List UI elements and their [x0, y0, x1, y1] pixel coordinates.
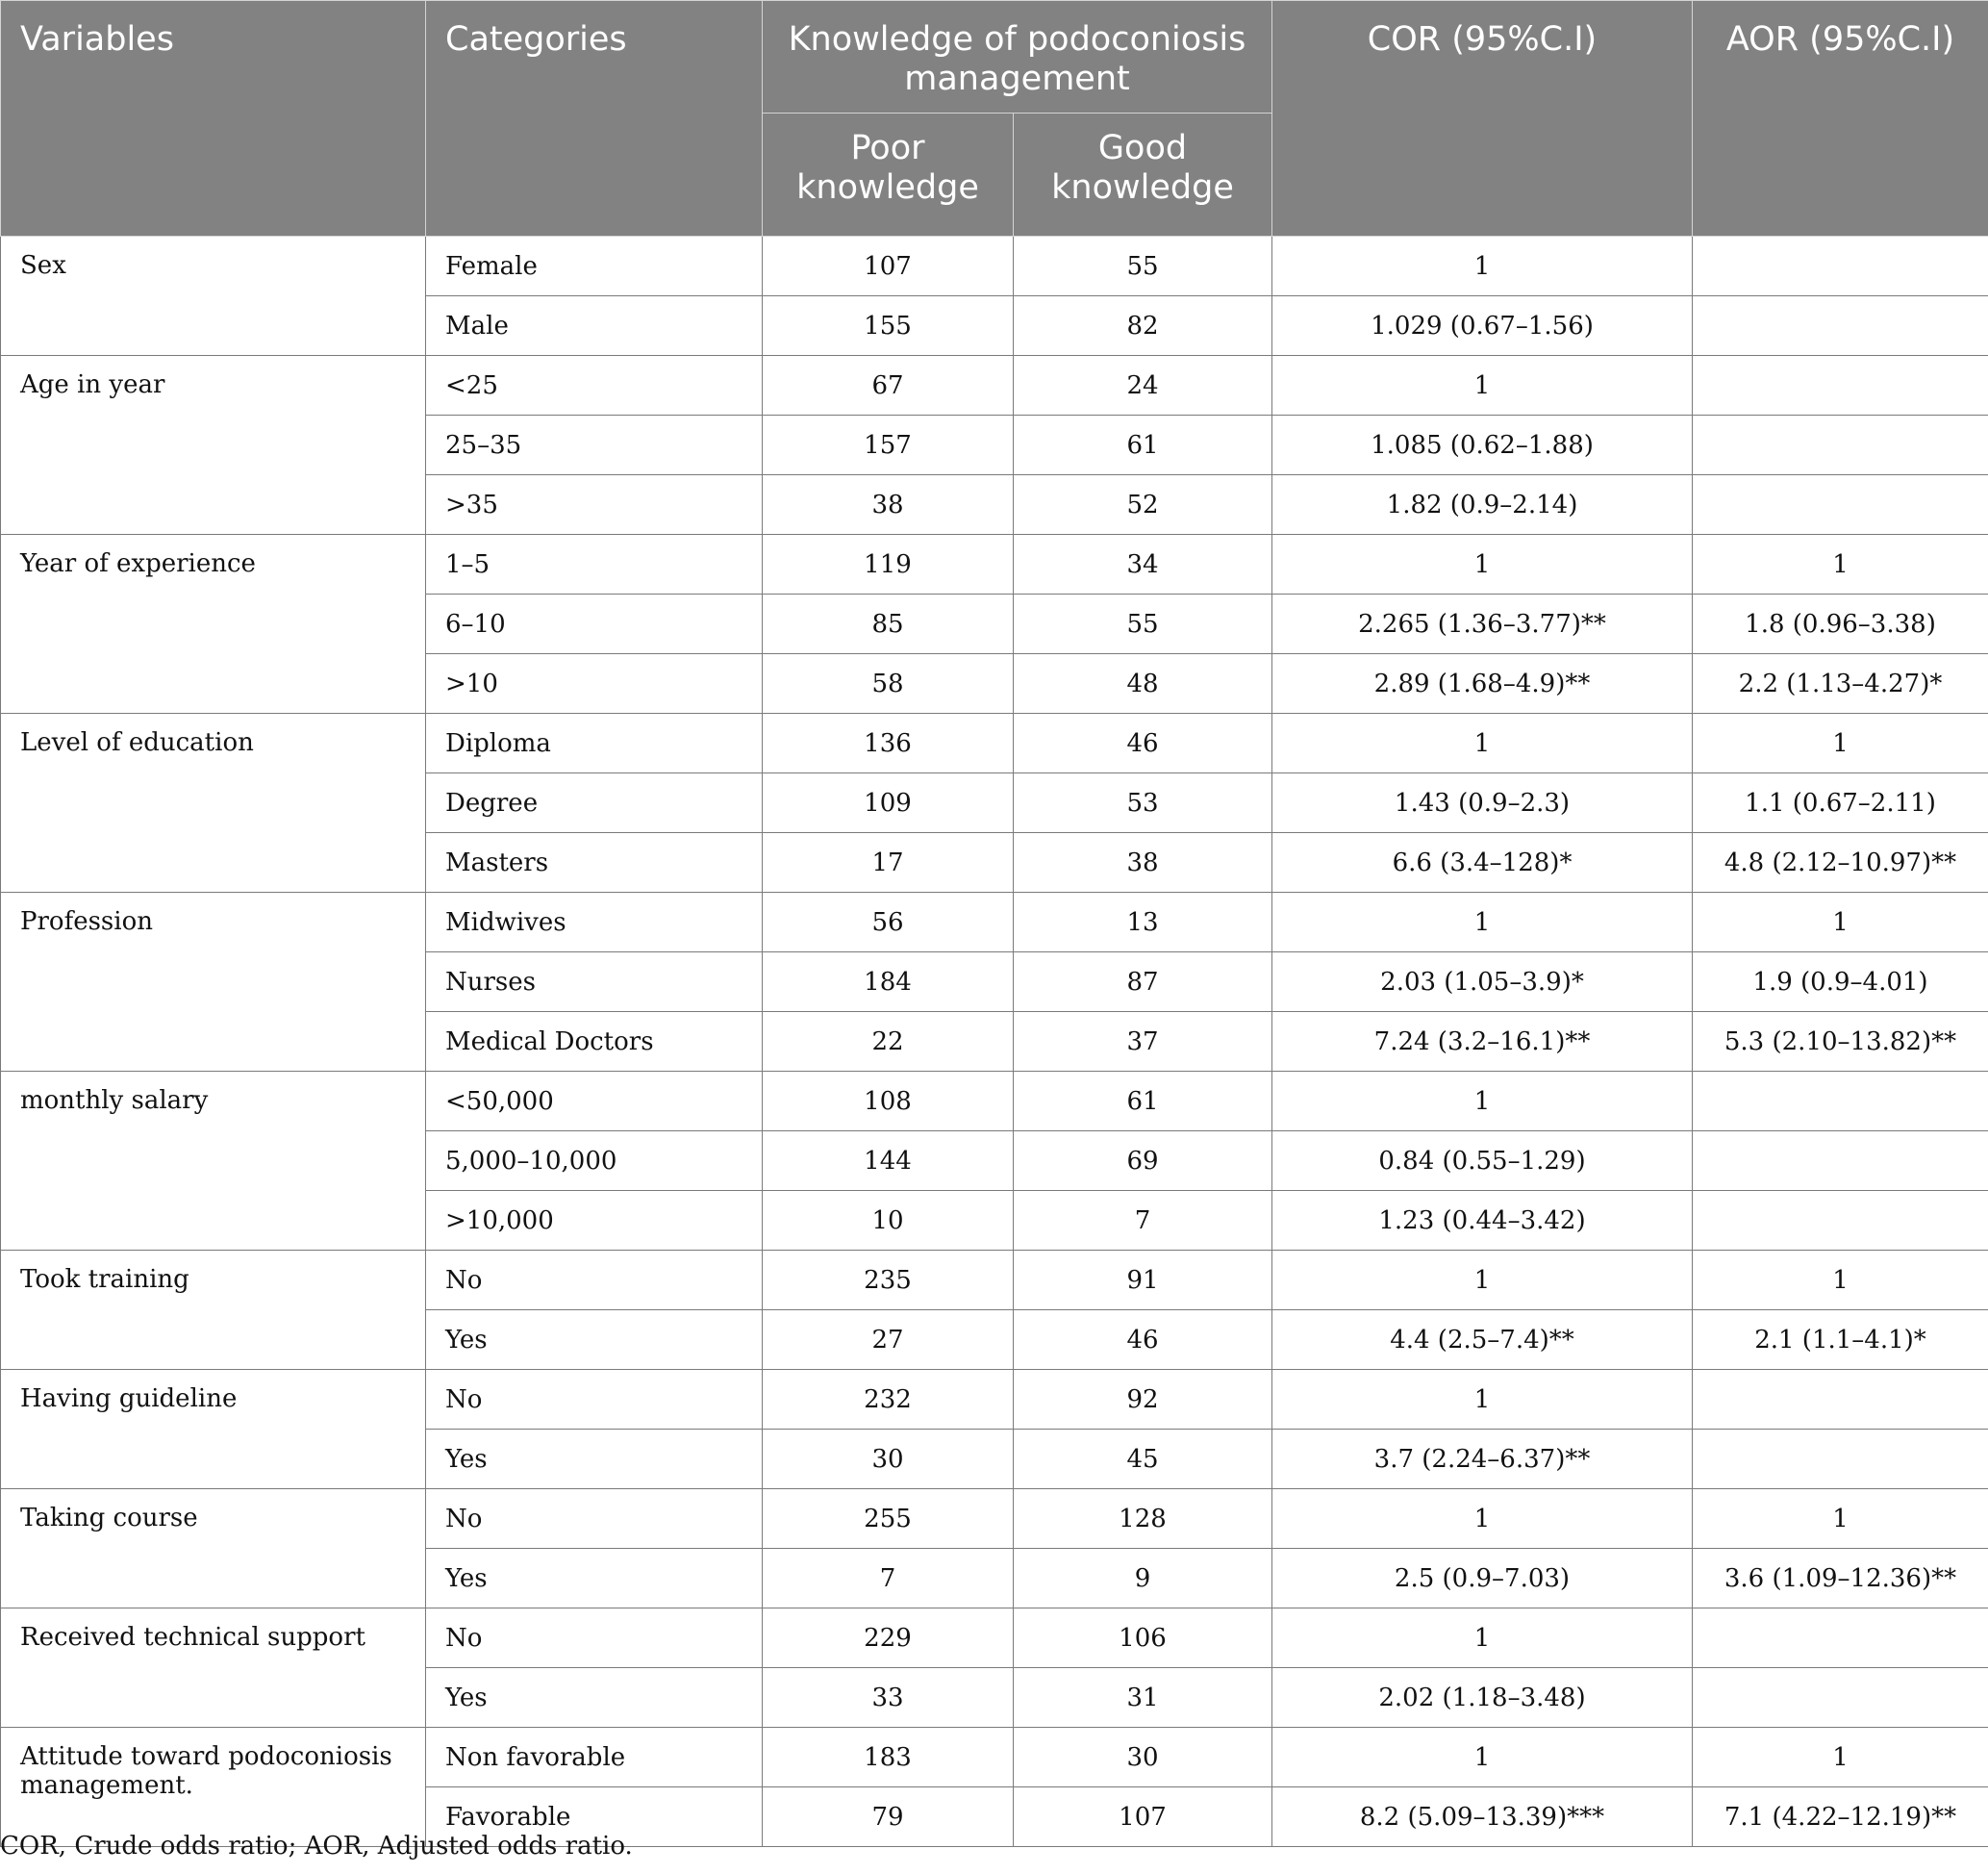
good-knowledge-cell: 45 [1014, 1430, 1272, 1489]
variable-cell: Year of experience [1, 535, 426, 714]
category-cell: Female [426, 237, 763, 296]
good-knowledge-cell: 13 [1014, 893, 1272, 952]
cor-cell: 1.23 (0.44–3.42) [1272, 1191, 1693, 1251]
good-knowledge-cell: 38 [1014, 833, 1272, 893]
variable-cell: Attitude toward podoconiosis management. [1, 1728, 426, 1847]
good-knowledge-cell: 61 [1014, 416, 1272, 475]
cor-cell: 1 [1272, 1489, 1693, 1549]
table-row [1, 237, 1988, 296]
poor-knowledge-cell: 38 [763, 475, 1014, 535]
category-cell: 25–35 [426, 416, 763, 475]
good-knowledge-cell: 9 [1014, 1549, 1272, 1608]
aor-cell [1693, 237, 1988, 296]
aor-cell [1693, 1608, 1988, 1668]
category-cell: Favorable [426, 1787, 763, 1847]
poor-knowledge-cell: 27 [763, 1310, 1014, 1370]
aor-cell: 1 [1693, 1489, 1988, 1549]
poor-knowledge-cell: 184 [763, 952, 1014, 1012]
aor-cell: 1.8 (0.96–3.38) [1693, 595, 1988, 654]
aor-cell: 1 [1693, 535, 1988, 595]
category-cell: No [426, 1251, 763, 1310]
aor-cell [1693, 475, 1988, 535]
aor-cell [1693, 1668, 1988, 1728]
table-row [1, 535, 1988, 595]
aor-cell [1693, 1191, 1988, 1251]
poor-knowledge-cell: 136 [763, 714, 1014, 773]
category-cell: Yes [426, 1430, 763, 1489]
variable-cell: Taking course [1, 1489, 426, 1608]
good-knowledge-cell: 107 [1014, 1787, 1272, 1847]
cor-cell: 2.5 (0.9–7.03) [1272, 1549, 1693, 1608]
aor-cell [1693, 1370, 1988, 1430]
aor-cell: 1 [1693, 714, 1988, 773]
header-aor: AOR (95%C.I) [1693, 1, 1988, 237]
good-knowledge-cell: 30 [1014, 1728, 1272, 1787]
poor-knowledge-cell: 30 [763, 1430, 1014, 1489]
category-cell: >35 [426, 475, 763, 535]
good-knowledge-cell: 7 [1014, 1191, 1272, 1251]
cor-cell: 7.24 (3.2–16.1)** [1272, 1012, 1693, 1072]
category-cell: No [426, 1489, 763, 1549]
cor-cell: 0.84 (0.55–1.29) [1272, 1131, 1693, 1191]
cor-cell: 1 [1272, 1608, 1693, 1668]
good-knowledge-cell: 24 [1014, 356, 1272, 416]
aor-cell [1693, 356, 1988, 416]
category-cell: Diploma [426, 714, 763, 773]
table-row [1, 1072, 1988, 1131]
category-cell: No [426, 1370, 763, 1430]
category-cell: <25 [426, 356, 763, 416]
good-knowledge-cell: 46 [1014, 714, 1272, 773]
poor-knowledge-cell: 235 [763, 1251, 1014, 1310]
good-knowledge-cell: 106 [1014, 1608, 1272, 1668]
good-knowledge-cell: 55 [1014, 237, 1272, 296]
cor-cell: 4.4 (2.5–7.4)** [1272, 1310, 1693, 1370]
category-cell: 1–5 [426, 535, 763, 595]
poor-knowledge-cell: 229 [763, 1608, 1014, 1668]
poor-knowledge-cell: 157 [763, 416, 1014, 475]
cor-cell: 2.03 (1.05–3.9)* [1272, 952, 1693, 1012]
header-variables: Variables [1, 1, 426, 237]
cor-cell: 1.029 (0.67–1.56) [1272, 296, 1693, 356]
category-cell: >10 [426, 654, 763, 714]
poor-knowledge-cell: 33 [763, 1668, 1014, 1728]
poor-knowledge-cell: 67 [763, 356, 1014, 416]
cor-cell: 2.265 (1.36–3.77)** [1272, 595, 1693, 654]
header-cor: COR (95%C.I) [1272, 1, 1693, 237]
category-cell: Nurses [426, 952, 763, 1012]
cor-cell: 3.7 (2.24–6.37)** [1272, 1430, 1693, 1489]
poor-knowledge-cell: 155 [763, 296, 1014, 356]
category-cell: 6–10 [426, 595, 763, 654]
category-cell: 5,000–10,000 [426, 1131, 763, 1191]
category-cell: <50,000 [426, 1072, 763, 1131]
aor-cell: 1 [1693, 1728, 1988, 1787]
aor-cell [1693, 416, 1988, 475]
category-cell: >10,000 [426, 1191, 763, 1251]
poor-knowledge-cell: 79 [763, 1787, 1014, 1847]
variable-cell: Age in year [1, 356, 426, 535]
cor-cell: 1 [1272, 714, 1693, 773]
category-cell: Yes [426, 1668, 763, 1728]
variable-cell: Received technical support [1, 1608, 426, 1728]
table-row [1, 1489, 1988, 1549]
table-row [1, 356, 1988, 416]
good-knowledge-cell: 55 [1014, 595, 1272, 654]
aor-cell: 1.1 (0.67–2.11) [1693, 773, 1988, 833]
cor-cell: 1 [1272, 893, 1693, 952]
aor-cell [1693, 1430, 1988, 1489]
aor-cell: 7.1 (4.22–12.19)** [1693, 1787, 1988, 1847]
table-row [1, 1251, 1988, 1310]
good-knowledge-cell: 46 [1014, 1310, 1272, 1370]
good-knowledge-cell: 48 [1014, 654, 1272, 714]
poor-knowledge-cell: 7 [763, 1549, 1014, 1608]
poor-knowledge-cell: 107 [763, 237, 1014, 296]
aor-cell: 3.6 (1.09–12.36)** [1693, 1549, 1988, 1608]
aor-cell: 1 [1693, 1251, 1988, 1310]
variable-cell: Level of education [1, 714, 426, 893]
good-knowledge-cell: 69 [1014, 1131, 1272, 1191]
variable-cell: monthly salary [1, 1072, 426, 1251]
header-categories: Categories [426, 1, 763, 237]
variable-cell: Took training [1, 1251, 426, 1370]
good-knowledge-cell: 82 [1014, 296, 1272, 356]
cor-cell: 6.6 (3.4–128)* [1272, 833, 1693, 893]
variable-cell: Having guideline [1, 1370, 426, 1489]
table-footnote: COR, Crude odds ratio; AOR, Adjusted odds ratio. [0, 1832, 633, 1861]
poor-knowledge-cell: 22 [763, 1012, 1014, 1072]
cor-cell: 1 [1272, 356, 1693, 416]
cor-cell: 1.43 (0.9–2.3) [1272, 773, 1693, 833]
good-knowledge-cell: 91 [1014, 1251, 1272, 1310]
cor-cell: 8.2 (5.09–13.39)*** [1272, 1787, 1693, 1847]
poor-knowledge-cell: 17 [763, 833, 1014, 893]
header-knowledge-group: Knowledge of podoconiosis management [763, 1, 1272, 114]
category-cell: No [426, 1608, 763, 1668]
poor-knowledge-cell: 183 [763, 1728, 1014, 1787]
good-knowledge-cell: 61 [1014, 1072, 1272, 1131]
table-row [1, 1608, 1988, 1668]
good-knowledge-cell: 87 [1014, 952, 1272, 1012]
aor-cell: 2.2 (1.13–4.27)* [1693, 654, 1988, 714]
good-knowledge-cell: 53 [1014, 773, 1272, 833]
good-knowledge-cell: 92 [1014, 1370, 1272, 1430]
category-cell: Medical Doctors [426, 1012, 763, 1072]
aor-cell: 1 [1693, 893, 1988, 952]
category-cell: Male [426, 296, 763, 356]
good-knowledge-cell: 128 [1014, 1489, 1272, 1549]
poor-knowledge-cell: 85 [763, 595, 1014, 654]
category-cell: Non favorable [426, 1728, 763, 1787]
poor-knowledge-cell: 255 [763, 1489, 1014, 1549]
aor-cell: 5.3 (2.10–13.82)** [1693, 1012, 1988, 1072]
good-knowledge-cell: 34 [1014, 535, 1272, 595]
poor-knowledge-cell: 109 [763, 773, 1014, 833]
poor-knowledge-cell: 144 [763, 1131, 1014, 1191]
aor-cell [1693, 296, 1988, 356]
cor-cell: 1 [1272, 1251, 1693, 1310]
good-knowledge-cell: 31 [1014, 1668, 1272, 1728]
table-body [1, 237, 1988, 1847]
table-row [1, 714, 1988, 773]
poor-knowledge-cell: 119 [763, 535, 1014, 595]
poor-knowledge-cell: 232 [763, 1370, 1014, 1430]
cor-cell: 1.82 (0.9–2.14) [1272, 475, 1693, 535]
cor-cell: 1 [1272, 237, 1693, 296]
good-knowledge-cell: 37 [1014, 1012, 1272, 1072]
aor-cell: 4.8 (2.12–10.97)** [1693, 833, 1988, 893]
category-cell: Midwives [426, 893, 763, 952]
table-header [1, 1, 1988, 237]
cor-cell: 1 [1272, 1370, 1693, 1430]
poor-knowledge-cell: 56 [763, 893, 1014, 952]
aor-cell [1693, 1131, 1988, 1191]
good-knowledge-cell: 52 [1014, 475, 1272, 535]
table-row [1, 1370, 1988, 1430]
category-cell: Yes [426, 1549, 763, 1608]
category-cell: Yes [426, 1310, 763, 1370]
table-row [1, 1728, 1988, 1787]
category-cell: Masters [426, 833, 763, 893]
aor-cell [1693, 1072, 1988, 1131]
category-cell: Degree [426, 773, 763, 833]
variable-cell: Profession [1, 893, 426, 1072]
variable-cell: Sex [1, 237, 426, 356]
poor-knowledge-cell: 108 [763, 1072, 1014, 1131]
table-row [1, 893, 1988, 952]
cor-cell: 2.02 (1.18–3.48) [1272, 1668, 1693, 1728]
poor-knowledge-cell: 10 [763, 1191, 1014, 1251]
poor-knowledge-cell: 58 [763, 654, 1014, 714]
aor-cell: 1.9 (0.9–4.01) [1693, 952, 1988, 1012]
cor-cell: 2.89 (1.68–4.9)** [1272, 654, 1693, 714]
cor-cell: 1.085 (0.62–1.88) [1272, 416, 1693, 475]
cor-cell: 1 [1272, 1728, 1693, 1787]
cor-cell: 1 [1272, 535, 1693, 595]
aor-cell: 2.1 (1.1–4.1)* [1693, 1310, 1988, 1370]
header-poor-knowledge: Poor knowledge [763, 114, 1014, 237]
cor-cell: 1 [1272, 1072, 1693, 1131]
header-good-knowledge: Good knowledge [1014, 114, 1272, 237]
